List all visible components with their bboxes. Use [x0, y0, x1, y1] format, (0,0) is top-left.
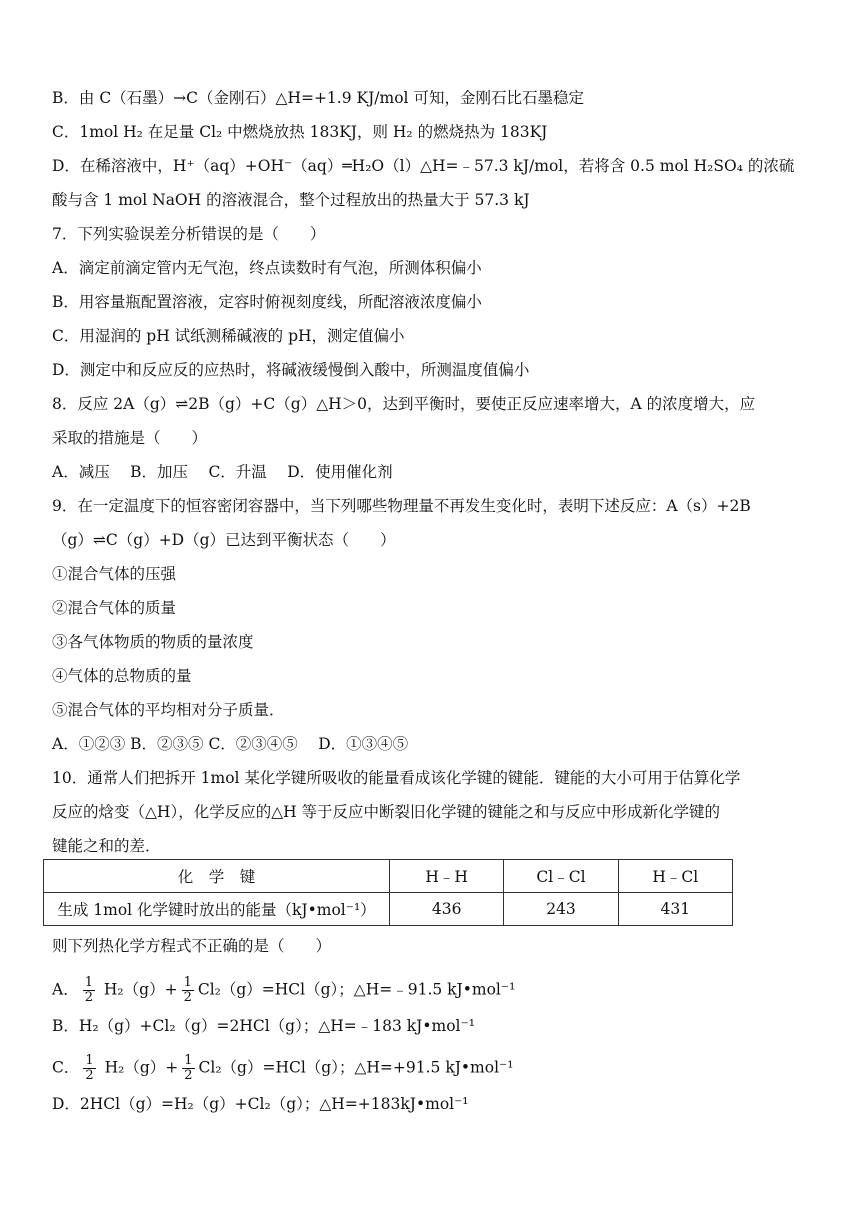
question-10-stem-line1: 10．通常人们把拆开 1mol 某化学键所吸收的能量看成该化学键的键能．键能的大小可用于估算化学 — [52, 769, 741, 787]
table-cell: 436 — [390, 893, 504, 926]
fraction-half — [182, 1054, 194, 1083]
table-cell: 243 — [504, 893, 618, 926]
option-10b: B．H₂（g）+Cl₂（g）=2HCl（g）；△H=﹣183 kJ•mol⁻¹ — [52, 1017, 475, 1035]
table-header-cell: H﹣H — [390, 860, 504, 893]
table-cell: 生成 1mol 化学键时放出的能量（kJ•mol⁻¹） — [44, 893, 390, 926]
fraction-denominator: 2 — [184, 1068, 193, 1083]
option-7b: B．用容量瓶配置溶液，定容时俯视刻度线，所配溶液浓度偏小 — [52, 293, 482, 311]
table-header-cell: H﹣Cl — [618, 860, 732, 893]
option-7c: C．用湿润的 pH 试纸测稀碱液的 pH，测定值偏小 — [52, 327, 405, 345]
table-header-row — [44, 860, 733, 893]
option-label: C． — [52, 1058, 80, 1077]
fraction-denominator: 2 — [84, 990, 93, 1005]
option-text-tail: Cl₂（g）=HCl（g）；△H=+91.5 kJ•mol⁻¹ — [198, 1058, 514, 1077]
question-8-options: A．减压 B．加压 C．升温 D．使用催化剂 — [52, 463, 393, 481]
table-header-cell: 化 学 键 — [44, 860, 390, 893]
question-9-item-5: ⑤混合气体的平均相对分子质量． — [52, 701, 285, 719]
fraction-denominator: 2 — [183, 990, 192, 1005]
option-6d-line1: D．在稀溶液中，H⁺（aq）+OH⁻（aq）═H₂O（l）△H=﹣57.3 kJ/mol，若将含 0.5 mol H₂SO₄ 的浓硫 — [52, 157, 795, 175]
question-10-stem-line4: 则下列热化学方程式不正确的是（ ） — [52, 937, 332, 955]
question-10-stem-line2: 反应的焓变（△H），化学反应的△H 等于反应中断裂旧化学键的键能之和与反应中形成新化学键的 — [52, 803, 721, 821]
fraction-half — [83, 976, 95, 1005]
option-10a — [52, 976, 515, 1005]
question-9-options: A．①②③ B．②③⑤ C．②③④⑤ D．①③④⑤ — [52, 735, 409, 753]
option-6c: C．1mol H₂ 在足量 Cl₂ 中燃烧放热 183KJ，则 H₂ 的燃烧热为 183KJ — [52, 123, 548, 141]
question-9-item-3: ③各气体物质的物质的量浓度 — [52, 633, 254, 651]
fraction-numerator: 1 — [85, 1053, 94, 1068]
table-header-cell: Cl﹣Cl — [504, 860, 618, 893]
option-6d-line2: 酸与含 1 mol NaOH 的溶液混合，整个过程放出的热量大于 57.3 kJ — [52, 191, 530, 209]
option-10c — [52, 1054, 513, 1083]
fraction-half — [182, 976, 194, 1005]
option-7d: D．测定中和反应反的应热时，将碱液缓慢倒入酸中，所测温度值偏小 — [52, 361, 530, 379]
question-8-stem-line1: 8．反应 2A（g）⇌2B（g）+C（g）△H＞0，达到平衡时，要使正反应速率增大，A 的浓度增大，应 — [52, 395, 756, 413]
question-9-item-2: ②混合气体的质量 — [52, 599, 177, 617]
question-9-stem-line2: （g）⇌C（g）+D（g）已达到平衡状态（ ） — [52, 531, 396, 549]
option-7a: A．滴定前滴定管内无气泡，终点读数时有气泡，所测体积偏小 — [52, 259, 482, 277]
fraction-numerator: 1 — [184, 1053, 193, 1068]
question-7-stem: 7．下列实验误差分析错误的是（ ） — [52, 225, 326, 243]
option-6b: B．由 C（石墨）→C（金刚石）△H=+1.9 KJ/mol 可知，金刚石比石墨稳定 — [52, 89, 584, 107]
question-9-stem-line1: 9．在一定温度下的恒容密闭容器中，当下列哪些物理量不再发生变化时，表明下述反应：A（s）+2B — [52, 497, 751, 515]
question-10-stem-line3: 键能之和的差． — [52, 837, 161, 855]
option-text: H₂（g）+ — [98, 980, 178, 999]
bond-energy-table — [43, 859, 733, 926]
fraction-numerator: 1 — [84, 975, 93, 990]
table-row — [44, 893, 733, 926]
fraction-denominator: 2 — [85, 1068, 94, 1083]
option-text: H₂（g）+ — [99, 1058, 179, 1077]
question-9-item-4: ④气体的总物质的量 — [52, 667, 192, 685]
option-10d: D．2HCl（g）=H₂（g）+Cl₂（g）；△H=+183kJ•mol⁻¹ — [52, 1095, 469, 1113]
fraction-numerator: 1 — [183, 975, 192, 990]
option-text-tail: Cl₂（g）=HCl（g）；△H=﹣91.5 kJ•mol⁻¹ — [197, 980, 516, 999]
option-label: A． — [52, 980, 79, 999]
fraction-half — [83, 1054, 95, 1083]
question-9-item-1: ①混合气体的压强 — [52, 565, 177, 583]
question-8-stem-line2: 采取的措施是（ ） — [52, 429, 208, 447]
table-cell: 431 — [618, 893, 732, 926]
